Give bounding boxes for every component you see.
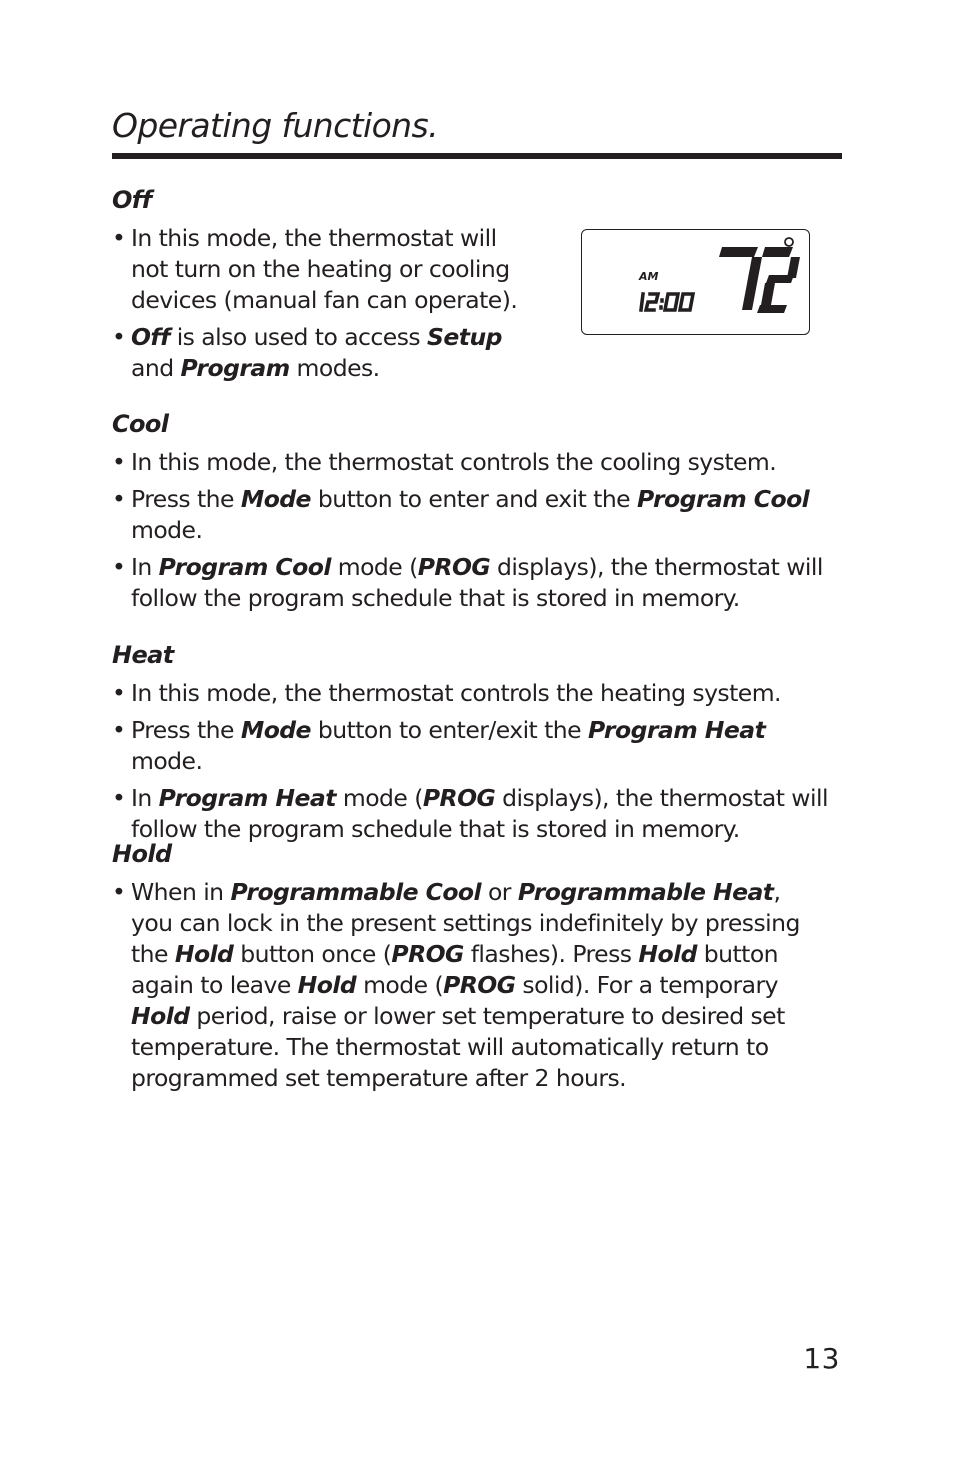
lcd-temperature-digits [719, 247, 800, 313]
off-bullet-1: • In this mode, the thermostat will not turn on the heating or cooling devices (manual fan can operate). [112, 223, 532, 316]
heat-bullet-1: • In this mode, the thermostat controls the heating system. [112, 678, 832, 709]
thermostat-lcd-display [581, 229, 810, 335]
off-bullet-list [112, 223, 532, 390]
lcd-am-indicator: AM [639, 270, 659, 283]
cool-bullet-1: • In this mode, the thermostat controls the cooling system. [112, 447, 824, 478]
page-number: 13 [803, 1342, 840, 1375]
cool-bullet-list [112, 447, 824, 620]
title-rule [112, 153, 842, 159]
section-heading-cool: Cool [112, 410, 169, 438]
hold-bullet-1: • When in Programmable Cool or Programmable Heat, you can lock in the present settings indefinitely by pressing the Hold button once (PROG flashes). Press Hold button again to leave Hold mode (PROG solid). For a temporary Hold period, raise or lower set temperature to desired set temperature. The thermostat will automatically return to programmed set temperature after 2 hours. [112, 877, 824, 1094]
lcd-digits-graphic [582, 230, 811, 336]
page-title: Operating functions. [112, 106, 438, 145]
lcd-time-digits [641, 294, 693, 310]
heat-bullet-list [112, 678, 832, 851]
section-heading-heat: Heat [112, 641, 174, 669]
off-bullet-2: • Off is also used to access Setup and Program modes. [112, 322, 532, 384]
section-heading-hold: Hold [112, 840, 172, 868]
cool-bullet-3: • In Program Cool mode (PROG displays), the thermostat will follow the program schedule that is stored in memory. [112, 552, 824, 614]
section-heading-off: Off [112, 186, 152, 214]
cool-bullet-2: • Press the Mode button to enter and exit the Program Cool mode. [112, 484, 824, 546]
heat-bullet-2: • Press the Mode button to enter/exit the Program Heat mode. [112, 715, 832, 777]
degree-symbol-icon [785, 238, 793, 246]
heat-bullet-3: • In Program Heat mode (PROG displays), the thermostat will follow the program schedule that is stored in memory. [112, 783, 832, 845]
hold-bullet-list [112, 877, 824, 1100]
